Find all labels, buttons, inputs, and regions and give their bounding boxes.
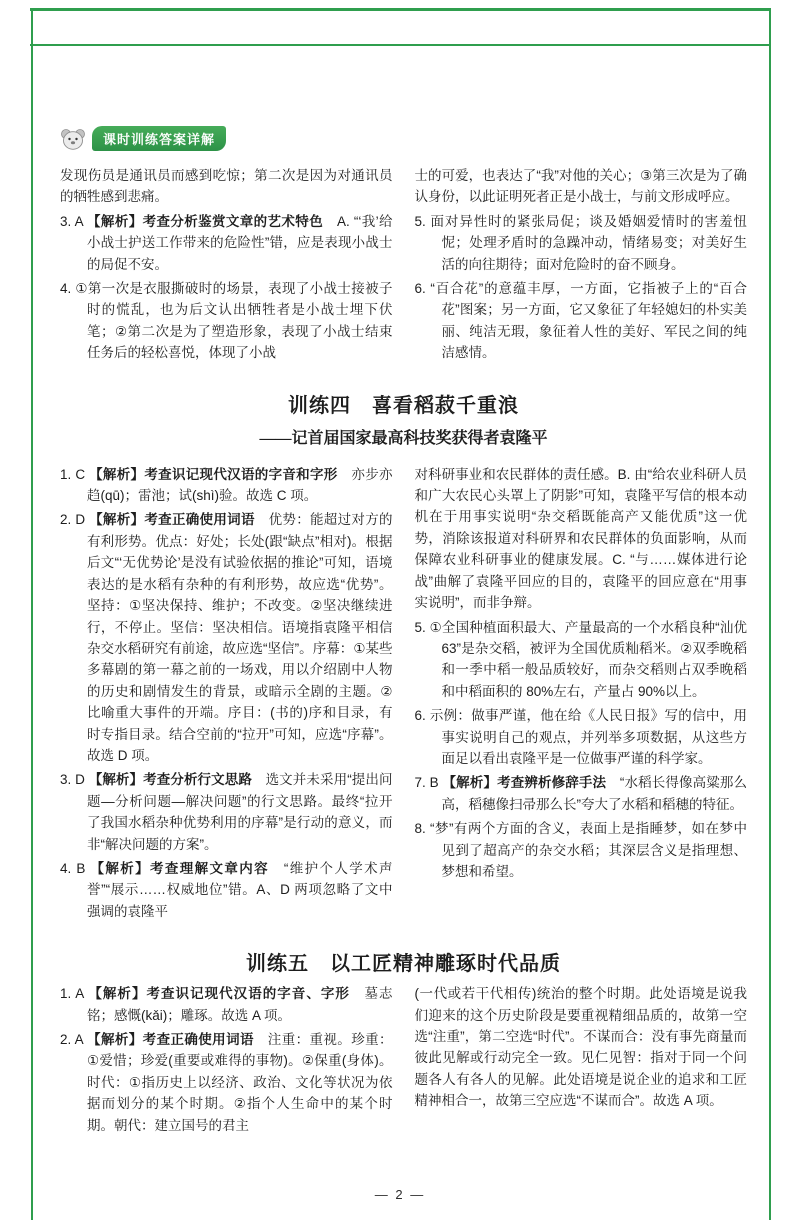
item-text: 发现伤员是通讯员而感到吃惊；第二次是因为对通讯员的牺牲感到悲痛。 [60, 168, 393, 205]
item-text: 选文并未采用“提出问题—分析问题—解决问题”的行文思路。最终“拉开了我国水稻杂种优势利用的序幕”是行动的意义，而非“解决问题的方案”。 [87, 772, 393, 852]
answer-item [60, 464, 393, 507]
item-text: A. “‘我’给小战士护送工作带来的危险性”错，应是表现小战士的局促不安。 [87, 213, 393, 272]
answer-item [415, 617, 748, 703]
answer-item [60, 278, 393, 364]
item-number: 2. A [60, 1032, 88, 1047]
frame-top-inner-rule [30, 44, 771, 46]
answer-item [415, 818, 748, 882]
item-number: 5. [414, 213, 431, 229]
answer-item [415, 772, 748, 815]
mascot-icon [60, 127, 86, 151]
item-number: 8. [414, 821, 430, 837]
item-text: 面对异性时的紧张局促；谈及婚姻爱情时的害羞忸怩；处理矛盾时的急躁冲动，情绪易变；对美好生活的向往期待；面对危险时的奋不顾身。 [430, 213, 748, 272]
answer-item [60, 211, 393, 275]
answer-item [415, 983, 748, 1111]
item-tag: 【解析】考查分析鉴赏文章的艺术特色 [87, 213, 324, 229]
item-text: ①第一次是衣服撕破时的场景，表现了小战士接被子时的慌乱，也为后文认出牺牲者是小战士埋下伏笔；②第二次是为了塑造形象，表现了小战士结束任务后的轻松喜悦，体现了小战 [75, 281, 393, 361]
section5-right-column [415, 983, 748, 1139]
item-number: 4. B [60, 860, 91, 876]
item-text: 示例：做事严谨，他在给《人民日报》写的信中，用事实说明自己的观点，并列举多项数据，从这些方面足以看出袁隆平是一位做事严谨的科学家。 [429, 708, 748, 766]
header-badge: 课时训练答案详解 [92, 126, 226, 151]
section4-subtitle: ——记首届国家最高科技奖获得者袁隆平 [259, 429, 548, 447]
section5-title: 训练五 以工匠精神雕琢时代品质 [246, 953, 561, 976]
section4-title: 训练四 喜看稻菽千重浪 [288, 394, 519, 417]
answer-item [415, 705, 748, 769]
answer-item [60, 1029, 393, 1136]
answer-item [415, 464, 748, 614]
item-number: 3. D [60, 772, 89, 788]
item-text: “百合花”的意蕴丰厚，一方面，它指被子上的“百合花”图案；另一方面，它又象征了年轻媳妇的朴实美丽、纯洁无瑕，象征着人性的美好、军民之间的纯洁感情。 [430, 281, 747, 361]
answer-item [60, 983, 393, 1026]
item-tag: 【解析】考查正确使用词语 [87, 1032, 254, 1047]
item-number: 4. [60, 281, 76, 297]
item-text: (一代或若干代相传)统治的整个时期。此处语境是说我们迎来的这个历史阶段是要重视精细品质的，故第一空选“注重”，第二空选“时代”。不谋而合：没有事先商量而彼此见解或行动完全一致。见仁见智：指对于同一个问题各人有各人的见解。此处语境是说企业的追求和工匠精神相合一，故第三空应选“不谋而合”。故选 A 项。 [414, 986, 747, 1109]
answer-item [60, 165, 393, 208]
item-tag: 【解析】考查识记现代汉语的字音、字形 [88, 986, 350, 1002]
frame-top-outer-rule [30, 8, 771, 11]
continued-answers-section [60, 165, 747, 367]
answer-item [415, 211, 748, 275]
item-text: “梦”有两个方面的含义，表面上是指睡梦，如在梦中见到了超高产的杂交水稻；其深层含义是指理想、梦想和希望。 [430, 821, 747, 879]
continued-left-column [60, 165, 393, 367]
item-number: 3. A [60, 213, 88, 229]
answer-item [415, 165, 748, 208]
item-number: 2. D [60, 512, 90, 528]
item-text: 注重：重视。珍重：①爱惜；珍爱(重要或难得的事物)。②保重(身体)。时代：①指历史上以经济、政治、文化等状况为依据而划分的某个时期。②指个人生命中的某个时期。朝代：建立国号的君主 [87, 1032, 393, 1133]
page-number: — 2 — [374, 1187, 426, 1202]
item-tag: 【解析】考查理解文章内容 [90, 860, 270, 876]
item-tag: 【解析】考查识记现代汉语的字音和字形 [89, 466, 338, 482]
answer-item [60, 769, 393, 855]
frame-right-rule [769, 8, 771, 1220]
item-number: 5. [414, 619, 430, 635]
item-text: 对科研事业和农民群体的责任感。B. 由“给农业科研人员和广大农民心头罩上了阴影”可知，袁隆平写信的根本动机在于用事实说明“杂交稻既能高产又能优质”这一优势，消除该报道对科研界和农民群体的负面影响，从而保障农业科研事业的健康发展。C. “与……媒体进行论战”曲解了袁隆平回应的目的，袁隆平的回应意在“用事实说明”，而非争辩。 [414, 466, 747, 611]
item-tag: 【解析】考查分析行文思路 [88, 772, 252, 788]
section4-left-column [60, 464, 393, 926]
item-text: “维护个人学术声誉”“展示……权威地位”错。A、D 两项忽略了文中强调的袁隆平 [87, 860, 393, 919]
item-tag: 【解析】考查正确使用词语 [89, 512, 255, 528]
item-text: 士的可爱，也表达了“我”对他的关心；③第三次是为了确认身份，以此证明死者正是小战士，与前文形成呼应。 [414, 168, 747, 205]
page-content [60, 126, 747, 1139]
answer-item [415, 278, 748, 364]
item-number: 6. [414, 281, 431, 297]
item-number: 1. A [60, 986, 89, 1002]
brand-header [60, 126, 747, 151]
item-tag: 【解析】考查辨析修辞手法 [442, 775, 607, 791]
answer-item [60, 858, 393, 922]
section4-answers [60, 464, 747, 926]
frame-left-rule [31, 8, 33, 1220]
section5-answers [60, 983, 747, 1139]
continued-right-column [415, 165, 748, 367]
item-text: ①全国种植面积最大、产量最高的一个水稻良种“汕优 63”是杂交稻，被评为全国优质籼稻米。②双季晚稻和一季中稻一般品质较好，而杂交稻则占双季晚稻和中稻面积的 80%左右，产量占 90%以上。 [429, 619, 747, 699]
section5-left-column [60, 983, 393, 1139]
item-number: 7. B [414, 775, 443, 791]
item-text: “水稻长得像高粱那么高，稻穗像扫帚那么长”夸大了水稻和稻穗的特征。 [441, 775, 748, 812]
item-number: 6. [414, 708, 430, 724]
item-text: 优势：能超过对方的有利形势。优点：好处；长处(跟“缺点”相对)。根据后文“‘无优势论’是没有试验依据的推论”可知，语境表达的是水稻有杂种的有利形势，故应选“优势”。坚持：①坚决保持、维护；不改变。②坚决继续进行，不停止。坚信：坚决相信。语境指袁隆平相信杂交水稻研究有前途，故应选“坚信”。序幕：①某些多幕剧的第一幕之前的一场戏，用以介绍剧中人物的历史和剧情发生的背景，或暗示全剧的主题。②比喻重大事件的开端。序目：(书的)序和目录，有时专指目录。结合空前的“拉开”可知，应选“序幕”。故选 D 项。 [87, 512, 393, 763]
item-text: 墓志铭；感慨(kǎi)；雕琢。故选 A 项。 [87, 986, 393, 1023]
section4-right-column [415, 464, 748, 926]
item-number: 1. C [60, 466, 90, 482]
answer-item [60, 509, 393, 766]
item-text: 亦步亦趋(qū)；雷池；试(shì)验。故选 C 项。 [87, 466, 393, 504]
